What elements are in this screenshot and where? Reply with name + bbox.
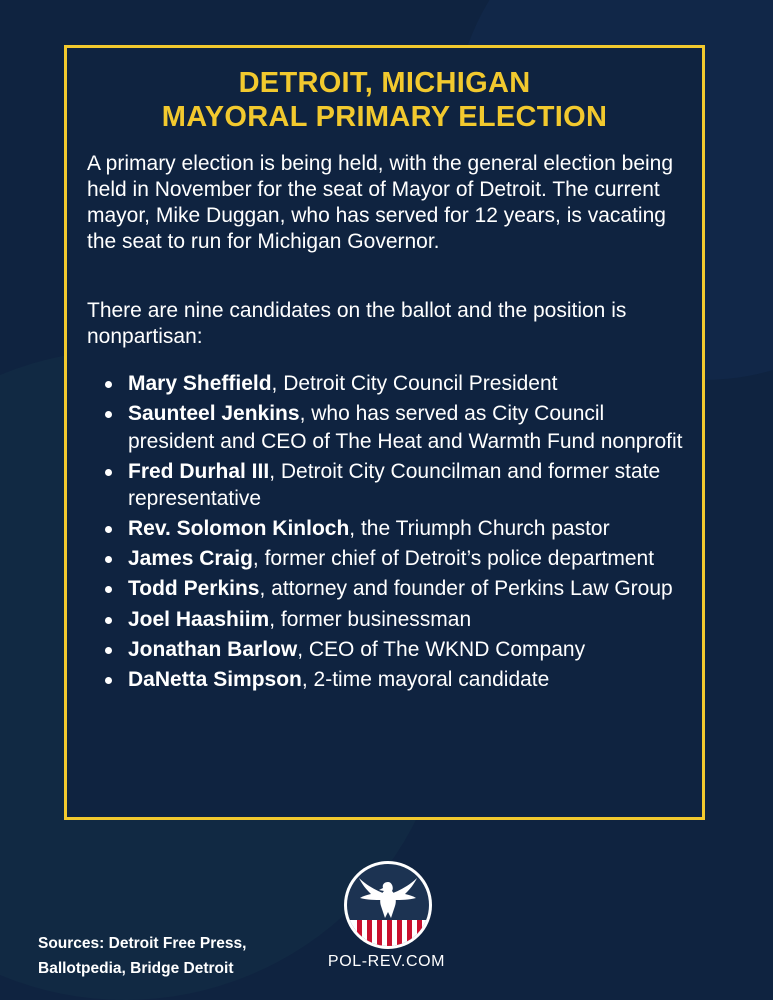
list-item bbox=[105, 458, 684, 513]
candidate-desc: , 2-time mayoral candidate bbox=[301, 667, 550, 691]
candidate-desc: , former businessman bbox=[269, 607, 472, 631]
candidate-name: Todd Perkins bbox=[128, 577, 260, 601]
sources-line-2: Ballotpedia, Bridge Detroit bbox=[38, 960, 234, 977]
candidate-name: Rev. Solomon Kinloch bbox=[128, 517, 350, 541]
info-card bbox=[64, 45, 705, 820]
ballot-paragraph: There are nine candidates on the ballot and the position is nonpartisan: bbox=[87, 299, 627, 348]
list-item bbox=[105, 400, 684, 455]
candidate-desc: , the Triumph Church pastor bbox=[349, 517, 610, 541]
site-url: POL-REV.COM bbox=[327, 953, 446, 970]
candidate-desc: , attorney and founder of Perkins Law Group bbox=[259, 577, 673, 601]
list-item bbox=[105, 575, 684, 603]
candidate-desc: , Detroit City Councilman and former state representative bbox=[128, 459, 661, 511]
list-item bbox=[105, 606, 684, 634]
candidate-desc: , who has served as City Council president and CEO of The Heat and Warmth Fund nonprofit bbox=[128, 402, 683, 453]
candidate-list bbox=[105, 370, 684, 696]
candidate-name: James Craig bbox=[128, 547, 253, 571]
sources-note bbox=[38, 931, 298, 981]
candidate-name: Fred Durhal III bbox=[128, 459, 270, 483]
candidate-desc: , former chief of Detroit’s police department bbox=[252, 547, 655, 571]
candidate-name: Saunteel Jenkins bbox=[128, 402, 300, 426]
list-item bbox=[105, 666, 684, 694]
list-item bbox=[105, 545, 684, 573]
sources-line-1: Sources: Detroit Free Press, bbox=[38, 935, 247, 952]
intro-paragraph: A primary election is being held, with the general election being held in November for the seat of Mayor of Detroit. The current mayor, Mike Duggan, who has served for 12 years, is vacating the seat to run for Michigan Governor. bbox=[87, 152, 674, 253]
candidate-name: DaNetta Simpson bbox=[128, 667, 302, 691]
candidate-desc: , Detroit City Council President bbox=[271, 372, 558, 395]
title-line-2: MAYORAL PRIMARY ELECTION bbox=[161, 101, 608, 133]
candidate-name: Jonathan Barlow bbox=[128, 637, 298, 661]
list-item bbox=[105, 636, 684, 664]
list-item bbox=[105, 515, 684, 543]
eagle-logo-icon bbox=[343, 860, 433, 950]
candidate-name: Joel Haashiim bbox=[128, 607, 270, 631]
page-title bbox=[67, 66, 702, 134]
list-item bbox=[105, 370, 684, 398]
candidate-name: Mary Sheffield bbox=[128, 372, 272, 395]
candidate-desc: , CEO of The WKND Company bbox=[297, 637, 586, 661]
title-line-1: DETROIT, MICHIGAN bbox=[238, 67, 531, 99]
